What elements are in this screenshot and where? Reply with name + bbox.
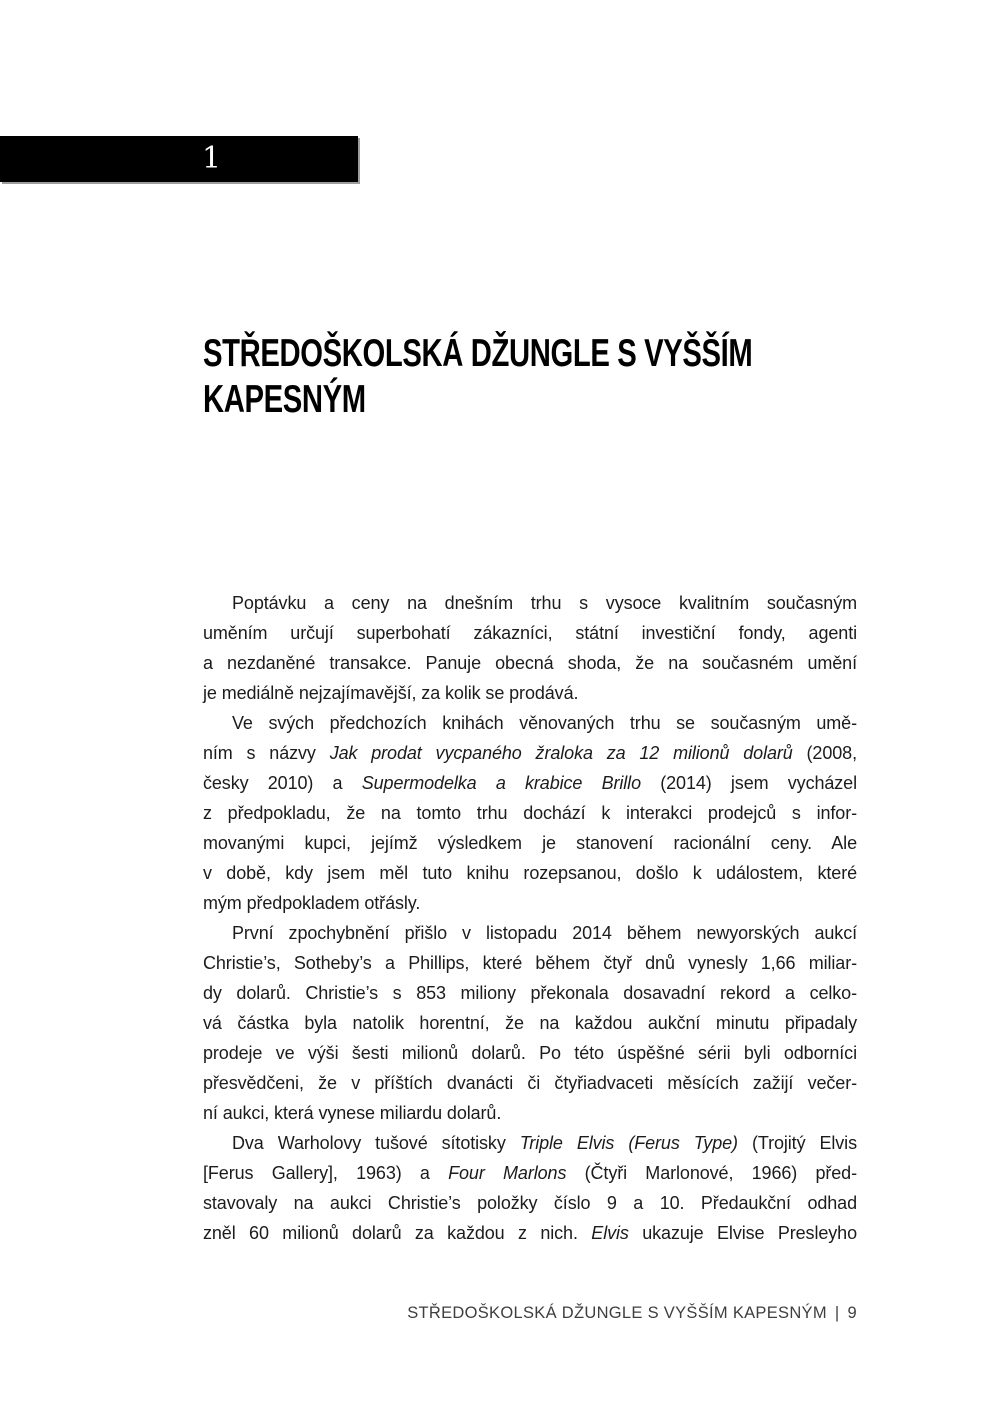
page-footer bbox=[203, 1304, 857, 1323]
text-segment: prodeje ve výši šesti milionů dolarů. Po této úspěšné sérii byli odborníci bbox=[203, 1043, 857, 1063]
text-segment: Christie’s, Sotheby’s a Phillips, které během čtyř dnů vynesly 1,66 miliar- bbox=[203, 953, 857, 973]
text-line bbox=[203, 948, 857, 978]
text-line bbox=[203, 678, 857, 708]
italic-text-segment: Elvis bbox=[591, 1223, 629, 1243]
text-line bbox=[203, 978, 857, 1008]
text-line bbox=[203, 1098, 857, 1128]
paragraph bbox=[203, 1128, 857, 1248]
text-segment: z předpokladu, že na tomto trhu dochází k interakci prodejců s infor- bbox=[203, 803, 857, 823]
text-segment: Poptávku a ceny na dnešním trhu s vysoce kvalitním současným bbox=[232, 593, 857, 613]
footer-separator: | bbox=[834, 1304, 840, 1322]
paragraph bbox=[203, 708, 857, 918]
text-line bbox=[203, 798, 857, 828]
text-line bbox=[203, 1158, 857, 1188]
chapter-title bbox=[203, 331, 811, 423]
italic-text-segment: Jak prodat vycpaného žraloka za 12 milionů dolarů bbox=[329, 743, 793, 763]
text-segment: ní aukci, která vynese miliardu dolarů. bbox=[203, 1103, 502, 1123]
text-line bbox=[203, 588, 857, 618]
chapter-number-bar bbox=[0, 136, 358, 182]
text-segment: česky 2010) a bbox=[203, 773, 362, 793]
text-line bbox=[203, 1038, 857, 1068]
text-line bbox=[203, 1008, 857, 1038]
body-text bbox=[203, 588, 857, 1248]
italic-text-segment: Triple Elvis (Ferus Type) bbox=[519, 1133, 738, 1153]
text-segment: přesvědčeni, že v příštích dvanácti či čtyřiadvaceti měsících zažijí večer- bbox=[203, 1073, 857, 1093]
text-segment: v době, kdy jsem měl tuto knihu rozepsanou, došlo k událostem, které bbox=[203, 863, 857, 883]
text-segment: (Čtyři Marlonové, 1966) před- bbox=[566, 1163, 857, 1183]
italic-text-segment: Four Marlons bbox=[448, 1163, 567, 1183]
text-line bbox=[203, 738, 857, 768]
paragraph bbox=[203, 588, 857, 708]
text-segment: ním s názvy bbox=[203, 743, 330, 763]
text-segment: (2008, bbox=[792, 743, 857, 763]
text-line bbox=[203, 768, 857, 798]
text-segment: stavovaly na aukci Christie’s položky číslo 9 a 10. Předaukční odhad bbox=[203, 1193, 857, 1213]
text-line bbox=[203, 1128, 857, 1158]
text-segment: První zpochybnění přišlo v listopadu 2014 během newyorských aukcí bbox=[232, 923, 857, 943]
text-line bbox=[203, 918, 857, 948]
text-segment: dy dolarů. Christie’s s 853 miliony překonala dosavadní rekord a celko- bbox=[203, 983, 857, 1003]
chapter-title-line-2: KAPESNÝM bbox=[203, 378, 366, 421]
text-segment: je mediálně nejzajímavější, za kolik se prodává. bbox=[203, 683, 579, 703]
text-line bbox=[203, 708, 857, 738]
page-number: 9 bbox=[847, 1304, 857, 1322]
text-segment: uměním určují superbohatí zákazníci, státní investiční fondy, agenti bbox=[203, 623, 857, 643]
text-line bbox=[203, 858, 857, 888]
text-line bbox=[203, 828, 857, 858]
text-segment: mým předpokladem otřásly. bbox=[203, 893, 421, 913]
paragraph bbox=[203, 918, 857, 1128]
running-head: STŘEDOŠKOLSKÁ DŽUNGLE S VYŠŠÍM KAPESNÝM bbox=[407, 1304, 827, 1322]
text-segment: (Trojitý Elvis bbox=[737, 1133, 857, 1153]
text-line bbox=[203, 618, 857, 648]
chapter-number: 1 bbox=[202, 141, 222, 176]
text-segment: (2014) jsem vycházel bbox=[640, 773, 857, 793]
text-segment: ukazuje Elvise Presleyho bbox=[628, 1223, 857, 1243]
text-segment: vá částka byla natolik horentní, že na každou aukční minutu připadaly bbox=[203, 1013, 857, 1033]
text-segment: zněl 60 milionů dolarů za každou z nich. bbox=[203, 1223, 592, 1243]
text-segment: a nezdaněné transakce. Panuje obecná shoda, že na současném umění bbox=[203, 653, 857, 673]
text-line bbox=[203, 1188, 857, 1218]
text-segment: movanými kupci, jejímž výsledkem je stanovení racionální ceny. Ale bbox=[203, 833, 857, 853]
italic-text-segment: Supermodelka a krabice Brillo bbox=[361, 773, 641, 793]
chapter-title-line-1: STŘEDOŠKOLSKÁ DŽUNGLE S VYŠŠÍM bbox=[203, 332, 753, 375]
text-line bbox=[203, 648, 857, 678]
text-segment: [Ferus Gallery], 1963) a bbox=[203, 1163, 449, 1183]
text-segment: Ve svých předchozích knihách věnovaných trhu se současným umě- bbox=[232, 713, 857, 733]
text-segment: Dva Warholovy tušové sítotisky bbox=[232, 1133, 520, 1153]
text-line bbox=[203, 1218, 857, 1248]
text-line bbox=[203, 1068, 857, 1098]
text-line bbox=[203, 888, 857, 918]
